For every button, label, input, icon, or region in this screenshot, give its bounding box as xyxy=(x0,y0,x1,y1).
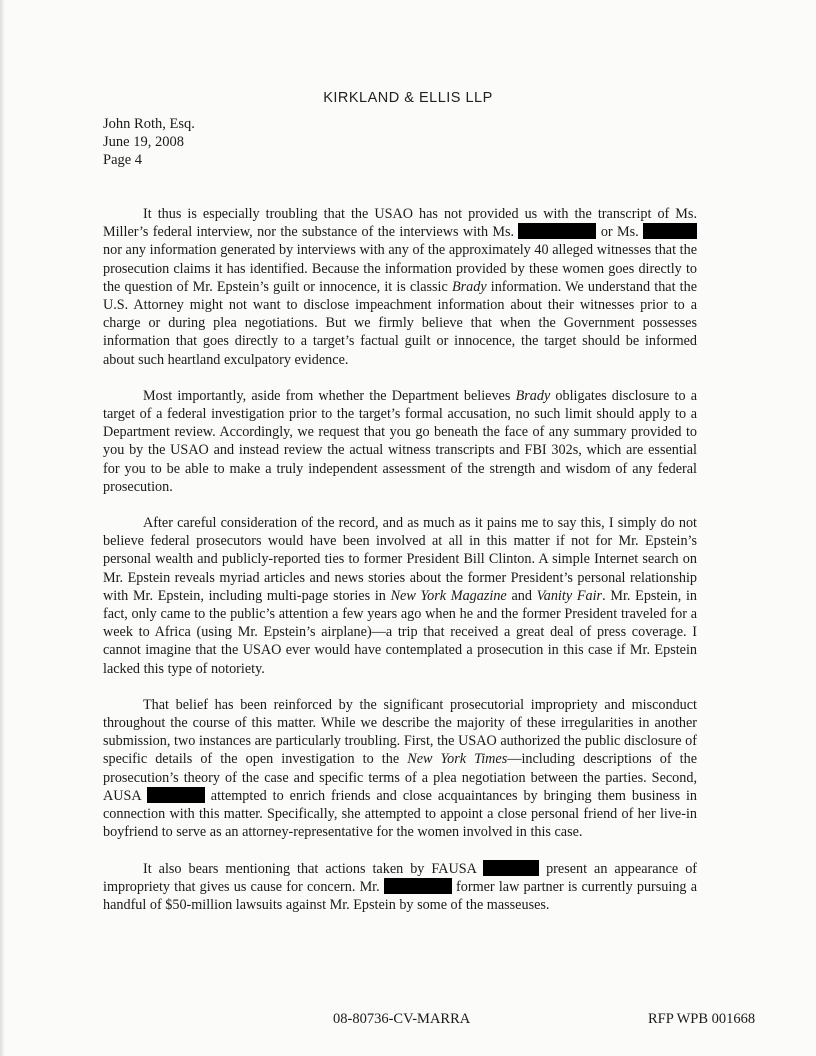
paragraph-5: It also bears mentioning that actions taken by FAUSA present an appearance of impropriety that gives us cause for concern. Mr. former law partner is currently pursuing a handful of $50-million lawsuits against Mr. Epstein by some of the masseuses. xyxy=(103,860,698,913)
paragraph-3: After careful consideration of the record, and as much as it pains me to say this, I simply do not believe federal prosecutors would have been involved at all in this matter if not for Mr. Epstein’s personal wealth and publicly-reported ties to former President Bill Clinton. A simple Internet search on Mr. Epstein reveals myriad articles and news stories about the former President’s personal relationship with Mr. Epstein, including multi-page stories in New York Magazine and Vanity Fair. Mr. Epstein, in fact, only came to the public’s attention a few years ago when he and the former President traveled for a week to Africa (using Mr. Epstein’s airplane)—a trip that received a great deal of press coverage. I cannot imagine that the USAO ever would have contemplated a prosecution in this case if Mr. Epstein lacked this type of notoriety. xyxy=(103,515,698,677)
page-number: Page 4 xyxy=(103,152,143,168)
case-number: 08-80736-CV-MARRA xyxy=(333,1011,471,1027)
paragraph-4: That belief has been reinforced by the significant prosecutorial impropriety and misconduct throughout the course of this matter. While we describe the majority of these irregularities in another submission, two instances are particularly troubling. First, the USAO authorized the public disclosure of specific details of the open investigation to the New York Times—including descriptions of the prosecution’s theory of the case and specific terms of a plea negotiation between the parties. Second, AUSA attempted to enrich friends and close acquaintances by bringing them business in connection with this matter. Specifically, she attempted to appoint a close personal friend of her live-in boyfriend to serve as an attorney-representative for the women involved in this case. xyxy=(103,696,697,841)
letter-date: June 19, 2008 xyxy=(103,134,184,150)
letter-header xyxy=(103,115,195,169)
letter-body xyxy=(103,205,697,932)
letterhead: KIRKLAND & ELLIS LLP xyxy=(323,90,493,106)
redaction-box xyxy=(147,787,205,803)
paragraph-2: Most importantly, aside from whether the Department believes Brady obligates disclosure to a target of a federal investigation prior to the target’s formal accusation, no such limit should apply to a Department review. Accordingly, we request that you go beneath the face of any summary provided to you by the USAO and instead review the actual witness transcripts and FBI 302s, which are essential for you to be able to make a truly independent assessment of the strength and wisdom of any federal prosecution. xyxy=(103,387,698,495)
addressee: John Roth, Esq. xyxy=(103,116,195,132)
redaction-box xyxy=(384,878,452,894)
bates-number: RFP WPB 001668 xyxy=(648,1011,756,1027)
scan-edge-shadow xyxy=(0,0,5,1056)
redaction-box xyxy=(518,223,596,239)
redaction-box xyxy=(483,860,539,876)
redaction-box xyxy=(643,223,697,239)
paragraph-1: It thus is especially troubling that the USAO has not provided us with the transcript of Ms. Miller’s federal interview, nor the substance of the interviews with Ms. or Ms. nor any information generated by interviews with any of the approximately 40 alleged witnesses that the prosecution claims it has identified. Because the information provided by these women goes directly to the question of Mr. Epstein’s guilt or innocence, it is classic Brady information. We understand that the U.S. Attorney might not want to disclose impeachment information about their witnesses prior to a charge or during plea negotiations. But we firmly believe that when the Government possesses information that goes directly to a target’s factual guilt or innocence, the target should be informed about such heartland exculpatory evidence. xyxy=(103,206,698,368)
